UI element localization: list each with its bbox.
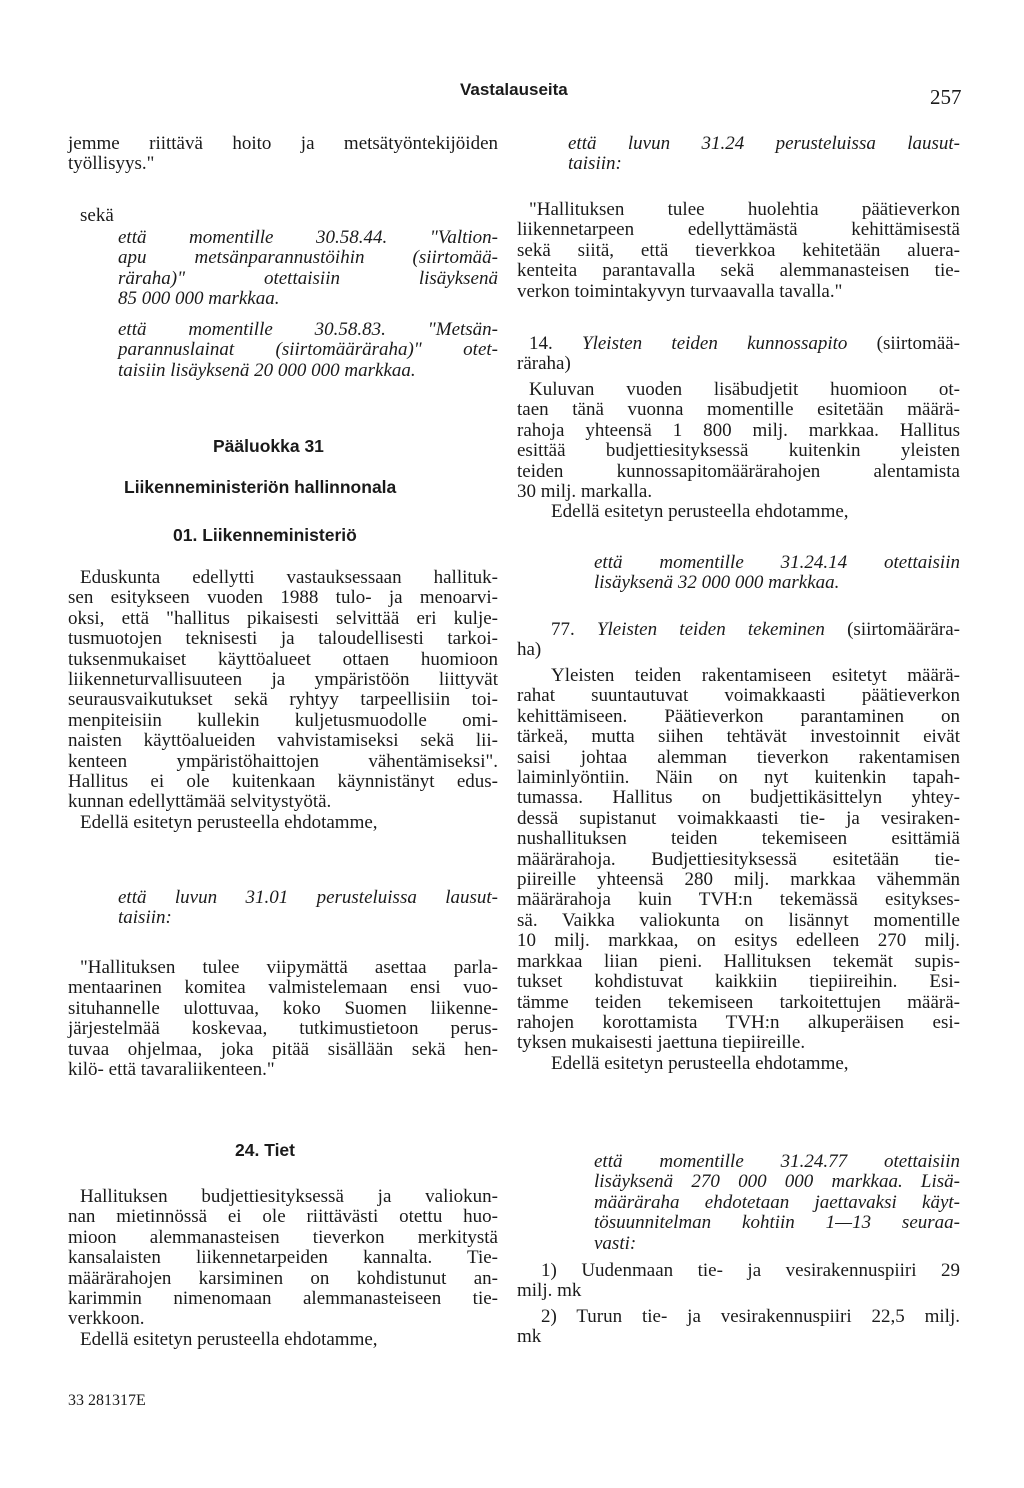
page-number: 257 — [930, 85, 962, 109]
text-line: piireille yhteensä 280 milj. markkaa vähemmän — [517, 869, 960, 891]
proposal-30-58-83 — [118, 320, 498, 381]
text-line: Eduskunta edellytti vastauksessaan hallituk- — [80, 567, 498, 588]
text-line: oksi, että "hallitus pikaisesti selvittää eri kulje- — [68, 607, 498, 629]
text-line: 85 000 000 markkaa. — [118, 288, 280, 310]
text-line: mentaarinen komitea valmistelemaan ensi vuo- — [68, 977, 498, 999]
text-line: jemme riittävä hoito ja metsätyöntekijöiden — [68, 133, 498, 154]
proposal-30-58-44 — [118, 228, 498, 310]
item-77-heading — [517, 620, 960, 661]
text-line: menpiteisiin kullekin kuljetusmuodolle omi- — [68, 709, 498, 731]
section-heading-ministry: 01. Liikenneministeriö — [173, 525, 357, 545]
text-line: 1) Uudenmaan tie- ja vesirakennuspiiri 29 — [541, 1260, 960, 1281]
quote-government-committee — [68, 958, 498, 1080]
text-line: "Hallituksen tulee huolehtia päätieverkon — [529, 199, 960, 220]
text-line: nan mietinnössä ei ole riittävästi otettu huo- — [68, 1206, 498, 1228]
text-line: sekä siitä, että tieverkkoa kehitetään aluera- — [517, 239, 960, 261]
text-line: Kuluvan vuoden lisäbudjetit huomioon ot- — [529, 379, 960, 400]
text-line: lisäyksenä 270 000 000 markkaa. Lisä- — [594, 1171, 960, 1193]
construction-paragraph — [517, 666, 960, 1074]
text-line: ha) — [517, 639, 542, 661]
item-title: Yleisten teiden kunnossapito — [582, 333, 848, 354]
text-line: laiminlyöntiin. Näin on nyt kuitenkin tapah- — [517, 767, 960, 789]
text-line: tyksen mukaisesti jaettuna tiepiireille. — [517, 1032, 806, 1054]
left-intro-paragraph — [68, 134, 498, 175]
text-line: Edellä esitetyn perusteella ehdotamme, — [551, 501, 849, 523]
text-line: Edellä esitetyn perusteella ehdotamme, — [551, 1052, 849, 1074]
text-line: määrärahojen karsiminen on kohdistunut an- — [68, 1267, 498, 1289]
text-line: räraha) — [517, 353, 571, 375]
text-line: 10 milj. markkaa, on esitys edelleen 270 milj. — [517, 930, 960, 952]
text-line: 30 milj. markalla. — [517, 481, 653, 503]
text-line: lisäyksenä 32 000 000 markkaa. — [594, 572, 840, 594]
text-line: parannuslainat (siirtomääräraha)" otet- — [118, 339, 498, 361]
text-line: sen esitykseen vuoden 1988 tulo- ja menoarvi- — [68, 587, 498, 609]
district-list — [517, 1261, 960, 1348]
text-line: situhannelle ulottuvaa, koko Suomen liikenne- — [68, 997, 498, 1019]
item-14-heading — [517, 334, 960, 375]
text-line: teiden kunnossapitomäärärahojen alentamista — [517, 460, 960, 482]
text-line: taisiin lisäyksenä 20 000 000 markkaa. — [118, 359, 416, 381]
text-line: nushallituksen teiden tekemiseen esittämiä — [517, 828, 960, 850]
text-line: tämme teiden tekemiseen tarkoitettujen määrä- — [517, 991, 960, 1013]
roads-paragraph — [68, 1187, 498, 1350]
text-line: määräraha ehdotetaan jaettavaksi käyt- — [594, 1191, 960, 1213]
section-heading-main-class: Pääluokka 31 — [213, 436, 324, 456]
text-line: "Hallituksen tulee viipymättä asettaa parla- — [80, 957, 498, 978]
ministry-paragraph — [68, 568, 498, 833]
text-line: 2) Turun tie- ja vesirakennuspiiri 22,5 milj. — [541, 1305, 960, 1327]
item-number: 77. — [551, 619, 575, 640]
proposal-31-24-14 — [594, 553, 960, 594]
section-heading-ministry-branch: Liikenneministeriön hallinnonala — [124, 477, 397, 497]
text-line: kehittämiseen. Päätieverkon parantaminen on — [517, 705, 960, 727]
text-line — [517, 334, 960, 354]
text-line: verkon toimintakyvyn turvaavalla tavalla." — [517, 280, 843, 302]
text-line: Yleisten teiden rakentamiseen esitetyt määrä- — [551, 665, 960, 686]
text-line: mk — [517, 1326, 542, 1348]
text-line: määrärahoja. Budjettiesityksessä esitetään tie- — [517, 848, 960, 870]
text-line: Hallituksen budjettiesityksessä ja valiokun- — [80, 1186, 498, 1207]
text-line: naisten käyttöalueiden vahvistamiseksi sekä lii- — [68, 730, 498, 752]
text-line: että momentille 31.24.14 otettaisiin — [594, 552, 960, 573]
text-line: vasti: — [594, 1232, 637, 1254]
text-line: kenteen ympäristöhaittojen vähentämiseksi". — [68, 750, 498, 772]
text-line: rahojen korottamista TVH:n alkuperäisen esi- — [517, 1011, 960, 1033]
text-line: tärkeä, mutta siihen tehtävät investoinnit eivät — [517, 726, 960, 748]
text-line: markkaa liian pieni. Hallituksen tekemät supis- — [517, 950, 960, 972]
text-line: räraha)" otettaisiin lisäyksenä — [118, 267, 498, 289]
text-line: dessä supistanut voimakkaasti tie- ja vesiraken- — [517, 807, 960, 829]
text-line: kansalaisten liikennetarpeiden kannalta. Tie- — [68, 1247, 498, 1269]
text-line: rahat suuntautuvat voimakkaasti päätieverkon — [517, 685, 960, 707]
text-line: karimmin nimenomaan alemmanasteiseen tie- — [68, 1288, 498, 1310]
proposal-chapter-31-01 — [118, 888, 498, 929]
proposal-31-24-77 — [594, 1152, 960, 1254]
text-line: tumassa. Hallitus on budjettikäsittelyn yhtey- — [517, 787, 960, 809]
item-appropriation-type: (siirtomäärära- — [847, 619, 960, 640]
running-header: Vastalauseita — [460, 80, 568, 99]
item-number: 14. — [529, 333, 553, 354]
text-line: tuvaa ohjelmaa, joka pitää sisällään sekä hen- — [68, 1038, 498, 1060]
text-line: sä. Vaikka valiokunta on lisännyt momentille — [517, 909, 960, 931]
text-line: rahoja yhteensä 1 800 milj. markkaa. Hallitus — [517, 419, 960, 441]
item-title: Yleisten teiden tekeminen — [596, 619, 825, 640]
text-line: taen tänä vuonna momentille esitetään määrä- — [517, 399, 960, 421]
text-line: kenteita parantavalla sekä alemmanasteisen tie- — [517, 260, 960, 282]
text-line: järjestelmää koskevaa, tutkimustietoon perus- — [68, 1018, 498, 1040]
text-line: tuksenmukaiset käyttöalueet ottaen huomioon — [68, 648, 498, 670]
text-line: että momentille 31.24.77 otettaisiin — [594, 1151, 960, 1172]
text-line: määrärahoja kuin TVH:n tekemässä esitykses- — [517, 889, 960, 911]
list-item — [517, 1307, 960, 1348]
text-line: saisi johtaa alemman tieverkon rakentamisen — [517, 746, 960, 768]
text-line: Edellä esitetyn perusteella ehdotamme, — [80, 1328, 378, 1350]
text-line: tösuunnitelman kohtiin 1—13 seuraa- — [594, 1212, 960, 1234]
text-line: milj. mk — [517, 1280, 582, 1302]
text-line: apu metsänparannustöihin (siirtomää- — [118, 247, 498, 269]
conjunction-seka: sekä — [80, 205, 114, 226]
text-line: Hallitus ei ole kuitenkaan käynnistänyt edus- — [68, 771, 498, 793]
text-line: kilö- että tavaraliikenteen." — [68, 1059, 275, 1081]
section-heading-roads: 24. Tiet — [235, 1140, 295, 1160]
text-line: liikennetarpeen edellyttämästä kehittämisestä — [517, 219, 960, 241]
text-line: liikenneturvallisuuteen ja ympäristöön liittyvät — [68, 669, 498, 691]
text-line: seurausvaikutukset sekä ryhtyy tarpeellisiin toi- — [68, 689, 498, 711]
text-line: että momentille 30.58.44. "Valtion- — [118, 227, 498, 248]
text-line: Edellä esitetyn perusteella ehdotamme, — [80, 811, 378, 833]
text-line: kunnan edellyttämää selvitystyötä. — [68, 791, 332, 813]
text-line: esittää budjettiesityksessä kuitenkin yleisten — [517, 440, 960, 462]
text-line: työllisyys." — [68, 153, 155, 175]
text-line: taisiin: — [568, 153, 622, 175]
maintenance-paragraph — [517, 380, 960, 523]
item-appropriation-type: (siirtomää- — [876, 333, 961, 354]
text-line: että luvun 31.24 perusteluissa lausut- — [568, 133, 960, 154]
text-line: verkkoon. — [68, 1308, 145, 1330]
quote-road-network — [517, 200, 960, 302]
text-line: mioon alemmanasteisen tieverkon merkitystä — [68, 1226, 498, 1248]
text-line: taisiin: — [118, 907, 172, 929]
text-line: että momentille 30.58.83. "Metsän- — [118, 319, 498, 340]
text-line: että luvun 31.01 perusteluissa lausut- — [118, 887, 498, 908]
list-item — [517, 1261, 960, 1302]
text-line: tukset kohdistuvat kaikkiin tiepiireihin. Esi- — [517, 971, 960, 993]
text-line: tusmuotojen teknisesti ja taloudellisesti tarkoi- — [68, 628, 498, 650]
proposal-chapter-31-24 — [568, 134, 960, 175]
text-line — [517, 620, 960, 640]
print-job-code: 33 281317E — [68, 1392, 146, 1409]
